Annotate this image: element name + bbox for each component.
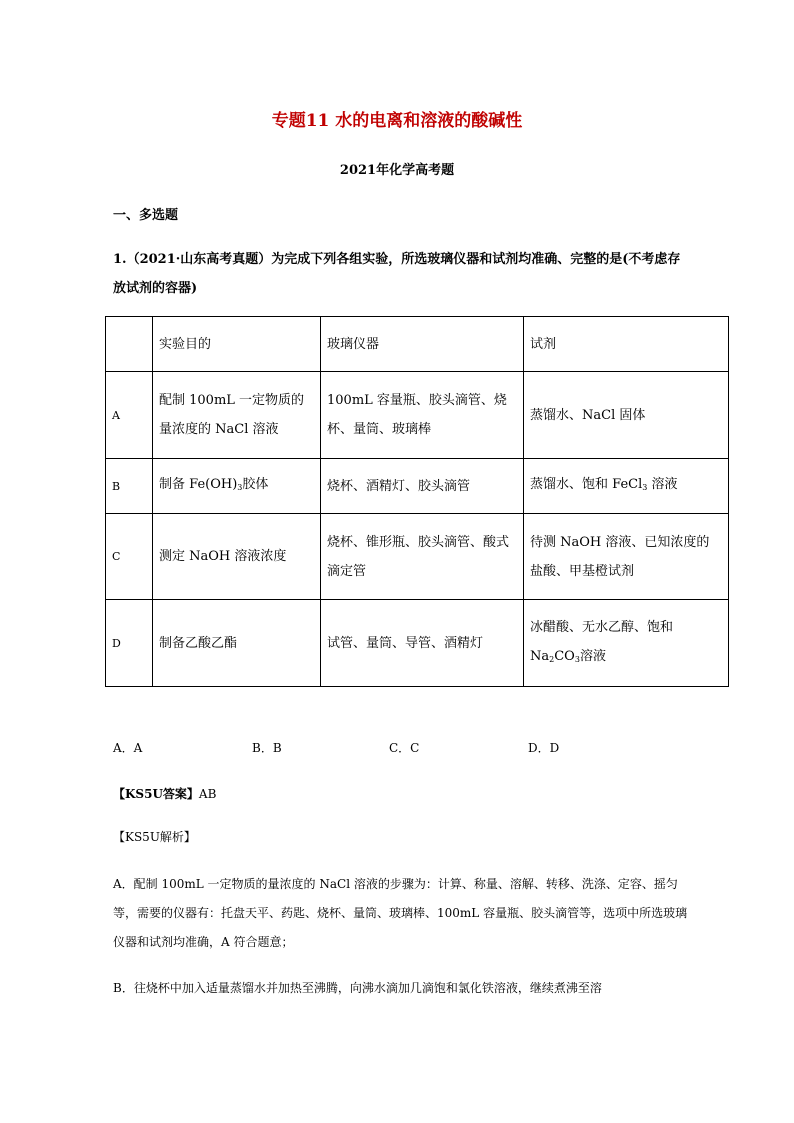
section-heading: 一、多选题 [113, 208, 179, 223]
row-label: D [106, 600, 153, 687]
subscript: 2 [549, 654, 555, 664]
reagent-text: 溶液 [647, 477, 678, 492]
row-reagent: 待测 NaOH 溶液、已知浓度的盐酸、甲基橙试剂 [524, 514, 729, 600]
table-header-cell [106, 317, 153, 372]
reagent-text: CO [554, 648, 575, 664]
option-b: B．B [252, 741, 282, 755]
row-reagent [524, 459, 729, 514]
experiment-table [105, 316, 729, 687]
table-header-cell: 实验目的 [153, 317, 321, 372]
table-row [106, 372, 729, 459]
option-a: A．A [113, 741, 143, 755]
reagent-text: 溶液 [579, 648, 606, 664]
subscript: 3 [237, 483, 243, 492]
row-purpose: 制备乙酸乙酯 [153, 600, 321, 687]
analysis-paragraph-a: A．配制 100mL 一定物质的量浓度的 NaCl 溶液的步骤为：计算、称量、溶解、转移、洗涤、定容、摇匀等，需要的仪器有：托盘天平、药匙、烧杯、量筒、玻璃棒、100mL 容量瓶、胶头滴管等，选项中所选玻璃仪器和试剂均准确，A 符合题意； [113, 877, 688, 949]
subscript: 3 [574, 654, 580, 664]
question-text: 1.（2021·山东高考真题）为完成下列各组实验，所选玻璃仪器和试剂均准确、完整的是(不考虑存放试剂的容器) [113, 252, 681, 296]
row-label: A [106, 372, 153, 459]
table-header-row [106, 317, 729, 372]
answer-line [113, 785, 216, 802]
table-header-cell: 试剂 [524, 317, 729, 372]
page-title: 专题11 水的电离和溶液的酸碱性 [271, 111, 523, 131]
analysis-label: 【KS5U解析】 [113, 830, 196, 844]
answer-label: 【KS5U答案】 [113, 787, 199, 801]
row-label: B [106, 459, 153, 514]
table-row [106, 459, 729, 514]
reagent-text: 冰醋酸、无水乙醇、饱和 Na [530, 619, 674, 664]
row-glassware: 烧杯、锥形瓶、胶头滴管、酸式滴定管 [321, 514, 524, 600]
row-glassware: 烧杯、酒精灯、胶头滴管 [321, 459, 524, 514]
row-label: C [106, 514, 153, 600]
row-reagent: 蒸馏水、NaCl 固体 [524, 372, 729, 459]
option-c: C．C [389, 741, 420, 755]
subscript: 3 [642, 483, 648, 492]
purpose-text: 制备 Fe(OH) [159, 477, 238, 492]
row-purpose: 配制 100mL 一定物质的量浓度的 NaCl 溶液 [153, 372, 321, 459]
row-glassware: 100mL 容量瓶、胶头滴管、烧杯、量筒、玻璃棒 [321, 372, 524, 459]
row-reagent [524, 600, 729, 687]
row-purpose [153, 459, 321, 514]
row-purpose: 测定 NaOH 溶液浓度 [153, 514, 321, 600]
reagent-text: 蒸馏水、饱和 FeCl [530, 477, 643, 492]
table-row [106, 600, 729, 687]
row-glassware: 试管、量筒、导管、酒精灯 [321, 600, 524, 687]
table-row [106, 514, 729, 600]
table-header-cell: 玻璃仪器 [321, 317, 524, 372]
purpose-text: 胶体 [242, 477, 269, 492]
answer-value: AB [198, 787, 217, 801]
analysis-paragraph-b: B．往烧杯中加入适量蒸馏水并加热至沸腾，向沸水滴加几滴饱和氯化铁溶液，继续煮沸至溶 [113, 981, 602, 995]
option-d: D．D [528, 741, 560, 755]
page-subtitle: 2021年化学高考题 [339, 163, 455, 178]
